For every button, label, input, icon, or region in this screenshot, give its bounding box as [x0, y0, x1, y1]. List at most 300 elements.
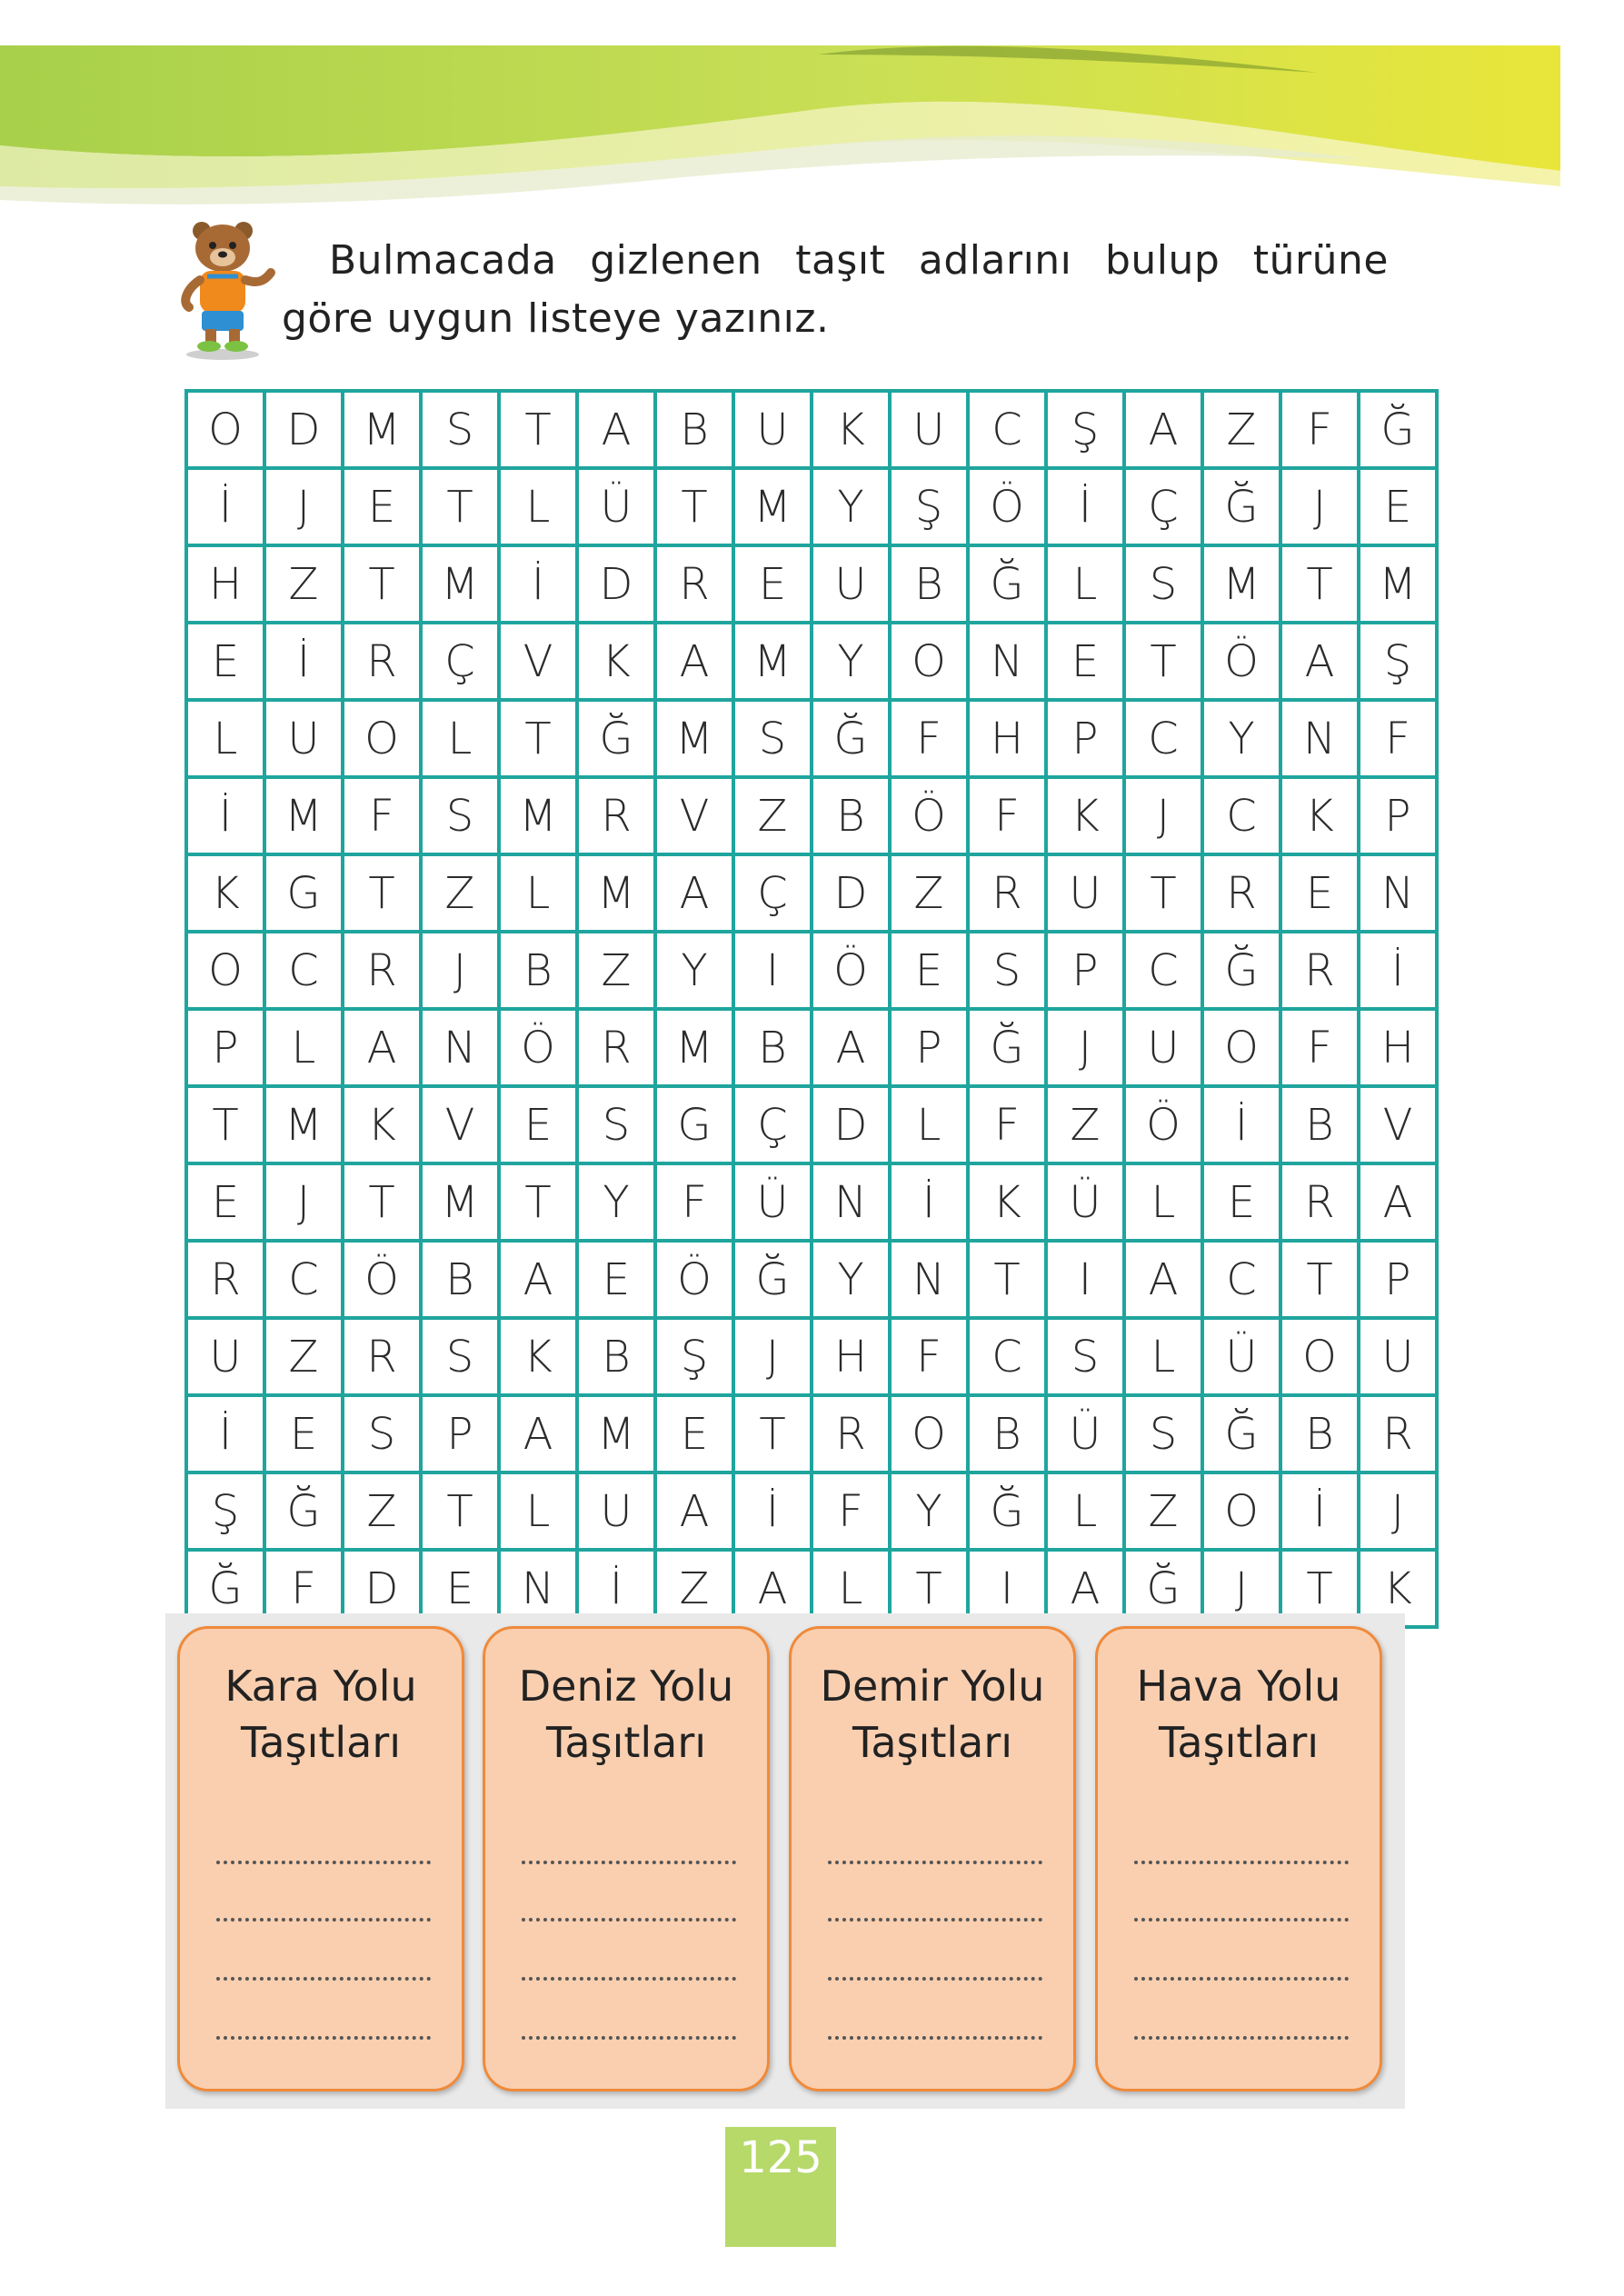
grid-letter-cell[interactable]: E: [499, 1086, 577, 1163]
grid-letter-cell[interactable]: M: [577, 1395, 655, 1472]
grid-letter-cell[interactable]: F: [968, 1086, 1046, 1163]
grid-letter-cell[interactable]: A: [1359, 1163, 1437, 1241]
grid-letter-cell[interactable]: T: [343, 854, 421, 932]
grid-letter-cell[interactable]: Ğ: [1202, 1395, 1280, 1472]
grid-letter-cell[interactable]: J: [1046, 1009, 1124, 1086]
grid-letter-cell[interactable]: Ç: [733, 1086, 812, 1163]
grid-letter-cell[interactable]: V: [1359, 1086, 1437, 1163]
grid-letter-cell[interactable]: Z: [264, 1318, 343, 1395]
grid-letter-cell[interactable]: J: [264, 1163, 343, 1241]
grid-letter-cell[interactable]: L: [1124, 1318, 1202, 1395]
grid-letter-cell[interactable]: A: [1124, 1241, 1202, 1318]
grid-letter-cell[interactable]: Ö: [968, 468, 1046, 545]
grid-letter-cell[interactable]: K: [968, 1163, 1046, 1241]
grid-letter-cell[interactable]: Ö: [1124, 1086, 1202, 1163]
grid-letter-cell[interactable]: N: [499, 1550, 577, 1627]
grid-letter-cell[interactable]: E: [890, 932, 968, 1009]
grid-letter-cell[interactable]: R: [577, 777, 655, 854]
grid-letter-cell[interactable]: Ö: [499, 1009, 577, 1086]
category-title-line2: Taşıtları: [852, 1718, 1013, 1767]
grid-letter-cell[interactable]: Y: [577, 1163, 655, 1241]
grid-row: [186, 1472, 1437, 1550]
grid-letter-cell[interactable]: Ç: [733, 854, 812, 932]
grid-letter-cell[interactable]: Z: [890, 854, 968, 932]
answer-line-4[interactable]: [522, 2036, 736, 2040]
grid-letter-cell[interactable]: Ğ: [968, 545, 1046, 623]
category-title-line1: Demir Yolu: [820, 1662, 1045, 1711]
grid-letter-cell[interactable]: L: [499, 1472, 577, 1550]
grid-row: [186, 391, 1437, 468]
category-card-sea: [483, 1626, 770, 2091]
grid-letter-cell[interactable]: H: [186, 545, 264, 623]
grid-row: [186, 1163, 1437, 1241]
grid-letter-cell[interactable]: A: [733, 1550, 812, 1627]
grid-letter-cell[interactable]: S: [1124, 1395, 1202, 1472]
grid-letter-cell[interactable]: Ğ: [1359, 391, 1437, 468]
grid-letter-cell[interactable]: F: [890, 1318, 968, 1395]
grid-letter-cell[interactable]: Ğ: [968, 1472, 1046, 1550]
grid-letter-cell[interactable]: S: [733, 700, 812, 777]
grid-letter-cell[interactable]: K: [499, 1318, 577, 1395]
grid-letter-cell[interactable]: Y: [890, 1472, 968, 1550]
grid-letter-cell[interactable]: K: [1046, 777, 1124, 854]
grid-letter-cell[interactable]: M: [499, 777, 577, 854]
grid-letter-cell[interactable]: T: [499, 391, 577, 468]
grid-letter-cell[interactable]: Y: [1202, 700, 1280, 777]
grid-letter-cell[interactable]: N: [812, 1163, 890, 1241]
grid-letter-cell[interactable]: Ş: [1359, 623, 1437, 700]
grid-letter-cell[interactable]: L: [421, 700, 499, 777]
grid-letter-cell[interactable]: Z: [655, 1550, 733, 1627]
grid-letter-cell[interactable]: E: [1046, 623, 1124, 700]
grid-letter-cell[interactable]: M: [421, 1163, 499, 1241]
top-banner-decoration: [0, 0, 1624, 218]
grid-letter-cell[interactable]: R: [343, 623, 421, 700]
answer-line-1[interactable]: [522, 1861, 736, 1864]
grid-letter-cell[interactable]: T: [343, 545, 421, 623]
grid-letter-cell[interactable]: D: [812, 1086, 890, 1163]
grid-letter-cell[interactable]: M: [1202, 545, 1280, 623]
grid-letter-cell[interactable]: İ: [186, 468, 264, 545]
grid-letter-cell[interactable]: P: [1359, 777, 1437, 854]
grid-letter-cell[interactable]: L: [1046, 545, 1124, 623]
grid-letter-cell[interactable]: M: [264, 1086, 343, 1163]
grid-letter-cell[interactable]: Ö: [655, 1241, 733, 1318]
grid-letter-cell[interactable]: Ö: [812, 932, 890, 1009]
grid-letter-cell[interactable]: İ: [186, 777, 264, 854]
grid-letter-cell[interactable]: İ: [1202, 1086, 1280, 1163]
grid-letter-cell[interactable]: K: [1280, 777, 1359, 854]
grid-letter-cell[interactable]: D: [343, 1550, 421, 1627]
grid-letter-cell[interactable]: Ş: [655, 1318, 733, 1395]
category-title: [485, 1658, 767, 1771]
grid-letter-cell[interactable]: İ: [499, 545, 577, 623]
grid-letter-cell[interactable]: A: [577, 391, 655, 468]
grid-letter-cell[interactable]: R: [577, 1009, 655, 1086]
grid-letter-cell[interactable]: F: [264, 1550, 343, 1627]
grid-letter-cell[interactable]: J: [1280, 468, 1359, 545]
grid-letter-cell[interactable]: Y: [812, 623, 890, 700]
grid-letter-cell[interactable]: İ: [264, 623, 343, 700]
grid-letter-cell[interactable]: Z: [264, 545, 343, 623]
grid-letter-cell[interactable]: F: [1280, 391, 1359, 468]
grid-row: [186, 700, 1437, 777]
grid-letter-cell[interactable]: Ö: [890, 777, 968, 854]
grid-letter-cell[interactable]: S: [343, 1395, 421, 1472]
grid-letter-cell[interactable]: V: [421, 1086, 499, 1163]
grid-letter-cell[interactable]: T: [343, 1163, 421, 1241]
grid-letter-cell[interactable]: Ü: [1202, 1318, 1280, 1395]
grid-letter-cell[interactable]: N: [421, 1009, 499, 1086]
grid-letter-cell[interactable]: C: [1202, 777, 1280, 854]
grid-letter-cell[interactable]: İ: [890, 1163, 968, 1241]
grid-letter-cell[interactable]: Y: [655, 932, 733, 1009]
answer-line-4[interactable]: [216, 2036, 431, 2040]
grid-letter-cell[interactable]: I: [733, 932, 812, 1009]
grid-letter-cell[interactable]: Ğ: [186, 1550, 264, 1627]
grid-letter-cell[interactable]: T: [1280, 1241, 1359, 1318]
grid-letter-cell[interactable]: K: [343, 1086, 421, 1163]
answer-line-1[interactable]: [216, 1861, 431, 1864]
grid-row: [186, 777, 1437, 854]
grid-letter-cell[interactable]: C: [1124, 932, 1202, 1009]
grid-letter-cell[interactable]: H: [812, 1318, 890, 1395]
grid-letter-cell[interactable]: S: [421, 1318, 499, 1395]
grid-letter-cell[interactable]: E: [733, 545, 812, 623]
grid-letter-cell[interactable]: F: [890, 700, 968, 777]
grid-letter-cell[interactable]: J: [1124, 777, 1202, 854]
grid-letter-cell[interactable]: M: [655, 1009, 733, 1086]
grid-letter-cell[interactable]: T: [890, 1550, 968, 1627]
grid-letter-cell[interactable]: K: [812, 391, 890, 468]
grid-letter-cell[interactable]: P: [186, 1009, 264, 1086]
grid-letter-cell[interactable]: O: [186, 391, 264, 468]
grid-letter-cell[interactable]: O: [1202, 1009, 1280, 1086]
grid-letter-cell[interactable]: T: [968, 1241, 1046, 1318]
grid-letter-cell[interactable]: E: [577, 1241, 655, 1318]
grid-letter-cell[interactable]: R: [968, 854, 1046, 932]
grid-letter-cell[interactable]: Ü: [1046, 1395, 1124, 1472]
grid-letter-cell[interactable]: M: [655, 700, 733, 777]
grid-letter-cell[interactable]: A: [655, 854, 733, 932]
grid-letter-cell[interactable]: E: [343, 468, 421, 545]
category-title: [180, 1658, 462, 1771]
answer-line-4[interactable]: [828, 2036, 1042, 2040]
grid-letter-cell[interactable]: Ç: [421, 623, 499, 700]
grid-row: [186, 623, 1437, 700]
grid-letter-cell[interactable]: A: [1046, 1550, 1124, 1627]
grid-letter-cell[interactable]: R: [1280, 932, 1359, 1009]
grid-letter-cell[interactable]: E: [186, 1163, 264, 1241]
grid-letter-cell[interactable]: C: [264, 1241, 343, 1318]
category-title-line2: Taşıtları: [240, 1718, 402, 1767]
grid-letter-cell[interactable]: O: [186, 932, 264, 1009]
grid-letter-cell[interactable]: T: [421, 468, 499, 545]
grid-letter-cell[interactable]: R: [186, 1241, 264, 1318]
grid-letter-cell[interactable]: B: [421, 1241, 499, 1318]
grid-letter-cell[interactable]: C: [1202, 1241, 1280, 1318]
grid-letter-cell[interactable]: T: [1280, 545, 1359, 623]
grid-letter-cell[interactable]: İ: [733, 1472, 812, 1550]
grid-letter-cell[interactable]: B: [655, 391, 733, 468]
grid-letter-cell[interactable]: T: [1280, 1550, 1359, 1627]
grid-letter-cell[interactable]: S: [421, 391, 499, 468]
category-title-line2: Taşıtları: [545, 1718, 707, 1767]
grid-letter-cell[interactable]: Ç: [1124, 468, 1202, 545]
grid-letter-cell[interactable]: U: [1046, 854, 1124, 932]
grid-letter-cell[interactable]: V: [499, 623, 577, 700]
category-title-line1: Deniz Yolu: [518, 1662, 734, 1711]
answer-line-1[interactable]: [1134, 1861, 1349, 1864]
grid-letter-cell[interactable]: Ğ: [812, 700, 890, 777]
word-search-grid: [184, 389, 1439, 1629]
grid-letter-cell[interactable]: G: [655, 1086, 733, 1163]
grid-letter-cell[interactable]: J: [733, 1318, 812, 1395]
grid-letter-cell[interactable]: O: [1280, 1318, 1359, 1395]
grid-row: [186, 1395, 1437, 1472]
grid-letter-cell[interactable]: A: [343, 1009, 421, 1086]
grid-letter-cell[interactable]: İ: [186, 1395, 264, 1472]
grid-letter-cell[interactable]: B: [499, 932, 577, 1009]
grid-letter-cell[interactable]: Ğ: [264, 1472, 343, 1550]
grid-letter-cell[interactable]: B: [968, 1395, 1046, 1472]
grid-letter-cell[interactable]: D: [264, 391, 343, 468]
grid-letter-cell[interactable]: Ğ: [1124, 1550, 1202, 1627]
grid-letter-cell[interactable]: B: [733, 1009, 812, 1086]
grid-letter-cell[interactable]: R: [812, 1395, 890, 1472]
bear-mascot-icon: [173, 216, 282, 362]
grid-letter-cell[interactable]: E: [1359, 468, 1437, 545]
grid-letter-cell[interactable]: M: [343, 391, 421, 468]
grid-letter-cell[interactable]: M: [421, 545, 499, 623]
grid-letter-cell[interactable]: J: [1202, 1550, 1280, 1627]
grid-letter-cell[interactable]: L: [1046, 1472, 1124, 1550]
grid-letter-cell[interactable]: Ğ: [733, 1241, 812, 1318]
category-title-line1: Kara Yolu: [224, 1662, 417, 1711]
grid-letter-cell[interactable]: T: [733, 1395, 812, 1472]
grid-letter-cell[interactable]: J: [264, 468, 343, 545]
grid-letter-cell[interactable]: L: [264, 1009, 343, 1086]
grid-letter-cell[interactable]: H: [968, 700, 1046, 777]
grid-letter-cell[interactable]: T: [1124, 623, 1202, 700]
grid-letter-cell[interactable]: F: [1280, 1009, 1359, 1086]
grid-letter-cell[interactable]: V: [655, 777, 733, 854]
grid-letter-cell[interactable]: B: [812, 777, 890, 854]
grid-letter-cell[interactable]: L: [186, 700, 264, 777]
grid-letter-cell[interactable]: A: [499, 1241, 577, 1318]
grid-letter-cell[interactable]: Ş: [186, 1472, 264, 1550]
answer-line-3[interactable]: [828, 1977, 1042, 1981]
grid-letter-cell[interactable]: A: [655, 623, 733, 700]
grid-row: [186, 932, 1437, 1009]
answer-line-2[interactable]: [216, 1918, 431, 1922]
grid-letter-cell[interactable]: T: [499, 1163, 577, 1241]
grid-letter-cell[interactable]: Ö: [1202, 623, 1280, 700]
grid-letter-cell[interactable]: U: [264, 700, 343, 777]
grid-letter-cell[interactable]: T: [655, 468, 733, 545]
grid-letter-cell[interactable]: Y: [812, 468, 890, 545]
grid-letter-cell[interactable]: O: [1202, 1472, 1280, 1550]
answer-line-2[interactable]: [522, 1918, 736, 1922]
grid-letter-cell[interactable]: İ: [1046, 468, 1124, 545]
grid-letter-cell[interactable]: M: [733, 468, 812, 545]
grid-letter-cell[interactable]: L: [1124, 1163, 1202, 1241]
grid-letter-cell[interactable]: E: [264, 1395, 343, 1472]
grid-letter-cell[interactable]: E: [1280, 854, 1359, 932]
grid-letter-cell[interactable]: E: [655, 1395, 733, 1472]
grid-letter-cell[interactable]: Z: [1202, 391, 1280, 468]
category-title: [792, 1658, 1073, 1771]
grid-letter-cell[interactable]: O: [890, 1395, 968, 1472]
grid-letter-cell[interactable]: F: [812, 1472, 890, 1550]
answer-line-3[interactable]: [216, 1977, 431, 1981]
grid-letter-cell[interactable]: U: [890, 391, 968, 468]
grid-letter-cell[interactable]: B: [577, 1318, 655, 1395]
grid-letter-cell[interactable]: T: [1124, 854, 1202, 932]
grid-letter-cell[interactable]: L: [812, 1550, 890, 1627]
grid-letter-cell[interactable]: R: [1280, 1163, 1359, 1241]
answer-line-1[interactable]: [828, 1861, 1042, 1864]
grid-letter-cell[interactable]: M: [577, 854, 655, 932]
grid-letter-cell[interactable]: A: [812, 1009, 890, 1086]
grid-letter-cell[interactable]: S: [968, 932, 1046, 1009]
grid-row: [186, 468, 1437, 545]
grid-letter-cell[interactable]: P: [421, 1395, 499, 1472]
grid-letter-cell[interactable]: Ş: [1046, 391, 1124, 468]
grid-letter-cell[interactable]: M: [264, 777, 343, 854]
grid-letter-cell[interactable]: M: [1359, 545, 1437, 623]
grid-letter-cell[interactable]: E: [1202, 1163, 1280, 1241]
grid-letter-cell[interactable]: O: [343, 700, 421, 777]
grid-letter-cell[interactable]: I: [968, 1550, 1046, 1627]
grid-letter-cell[interactable]: P: [1359, 1241, 1437, 1318]
grid-letter-cell[interactable]: Ğ: [577, 700, 655, 777]
grid-letter-cell[interactable]: S: [1046, 1318, 1124, 1395]
grid-letter-cell[interactable]: P: [1046, 932, 1124, 1009]
grid-letter-cell[interactable]: Ğ: [1202, 932, 1280, 1009]
answer-line-3[interactable]: [522, 1977, 736, 1981]
grid-letter-cell[interactable]: R: [1359, 1395, 1437, 1472]
grid-letter-cell[interactable]: T: [421, 1472, 499, 1550]
grid-letter-cell[interactable]: Ğ: [968, 1009, 1046, 1086]
grid-letter-cell[interactable]: L: [890, 1086, 968, 1163]
grid-letter-cell[interactable]: C: [968, 391, 1046, 468]
grid-letter-cell[interactable]: D: [812, 854, 890, 932]
grid-letter-cell[interactable]: I: [1046, 1241, 1124, 1318]
grid-letter-cell[interactable]: Ö: [343, 1241, 421, 1318]
grid-letter-cell[interactable]: L: [499, 468, 577, 545]
grid-letter-cell[interactable]: A: [1124, 391, 1202, 468]
grid-letter-cell[interactable]: Ü: [577, 468, 655, 545]
grid-letter-cell[interactable]: F: [343, 777, 421, 854]
grid-letter-cell[interactable]: Ü: [1046, 1163, 1124, 1241]
grid-letter-cell[interactable]: İ: [1359, 932, 1437, 1009]
grid-letter-cell[interactable]: Ş: [890, 468, 968, 545]
grid-letter-cell[interactable]: N: [1359, 854, 1437, 932]
grid-letter-cell[interactable]: F: [655, 1163, 733, 1241]
grid-letter-cell[interactable]: Z: [577, 932, 655, 1009]
grid-letter-cell[interactable]: B: [890, 545, 968, 623]
grid-letter-cell[interactable]: U: [577, 1472, 655, 1550]
grid-row: [186, 1086, 1437, 1163]
grid-letter-cell[interactable]: İ: [577, 1550, 655, 1627]
grid-letter-cell[interactable]: E: [186, 623, 264, 700]
grid-letter-cell[interactable]: Z: [733, 777, 812, 854]
grid-letter-cell[interactable]: N: [968, 623, 1046, 700]
grid-letter-cell[interactable]: U: [812, 545, 890, 623]
grid-letter-cell[interactable]: Z: [421, 854, 499, 932]
grid-letter-cell[interactable]: O: [890, 623, 968, 700]
grid-letter-cell[interactable]: L: [499, 854, 577, 932]
grid-row: [186, 854, 1437, 932]
grid-letter-cell[interactable]: B: [1280, 1395, 1359, 1472]
grid-letter-cell[interactable]: R: [655, 545, 733, 623]
grid-letter-cell[interactable]: U: [1124, 1009, 1202, 1086]
grid-letter-cell[interactable]: H: [1359, 1009, 1437, 1086]
grid-letter-cell[interactable]: M: [733, 623, 812, 700]
grid-letter-cell[interactable]: Z: [1124, 1472, 1202, 1550]
grid-letter-cell[interactable]: D: [577, 545, 655, 623]
answer-line-2[interactable]: [828, 1918, 1042, 1922]
grid-letter-cell[interactable]: K: [186, 854, 264, 932]
grid-letter-cell[interactable]: T: [499, 700, 577, 777]
instruction-text: Bulmacada gizlenen taşıt adlarını bulup türüne göre uygun listeye yazınız.: [282, 237, 1389, 342]
grid-letter-cell[interactable]: A: [655, 1472, 733, 1550]
grid-letter-cell[interactable]: R: [343, 1318, 421, 1395]
grid-letter-cell[interactable]: F: [1359, 700, 1437, 777]
grid-letter-cell[interactable]: U: [186, 1318, 264, 1395]
grid-letter-cell[interactable]: Y: [812, 1241, 890, 1318]
grid-letter-cell[interactable]: N: [1280, 700, 1359, 777]
grid-letter-cell[interactable]: N: [890, 1241, 968, 1318]
grid-letter-cell[interactable]: B: [1280, 1086, 1359, 1163]
grid-letter-cell[interactable]: Z: [343, 1472, 421, 1550]
grid-letter-cell[interactable]: Ü: [733, 1163, 812, 1241]
grid-letter-cell[interactable]: C: [968, 1318, 1046, 1395]
grid-letter-cell[interactable]: A: [499, 1395, 577, 1472]
grid-letter-cell[interactable]: C: [264, 932, 343, 1009]
grid-letter-cell[interactable]: R: [1202, 854, 1280, 932]
grid-letter-cell[interactable]: S: [577, 1086, 655, 1163]
grid-letter-cell[interactable]: G: [264, 854, 343, 932]
grid-letter-cell[interactable]: P: [1046, 700, 1124, 777]
grid-letter-cell[interactable]: K: [577, 623, 655, 700]
grid-letter-cell[interactable]: Z: [1046, 1086, 1124, 1163]
answer-line-2[interactable]: [1134, 1918, 1349, 1922]
grid-letter-cell[interactable]: U: [733, 391, 812, 468]
grid-letter-cell[interactable]: U: [1359, 1318, 1437, 1395]
answer-line-4[interactable]: [1134, 2036, 1349, 2040]
grid-letter-cell[interactable]: C: [1124, 700, 1202, 777]
grid-letter-cell[interactable]: J: [421, 932, 499, 1009]
grid-letter-cell[interactable]: F: [968, 777, 1046, 854]
grid-letter-cell[interactable]: T: [186, 1086, 264, 1163]
category-card-rail: [789, 1626, 1076, 2091]
grid-letter-cell[interactable]: S: [421, 777, 499, 854]
grid-letter-cell[interactable]: İ: [1280, 1472, 1359, 1550]
category-title-line1: Hava Yolu: [1136, 1662, 1341, 1711]
answer-line-3[interactable]: [1134, 1977, 1349, 1981]
grid-letter-cell[interactable]: S: [1124, 545, 1202, 623]
grid-letter-cell[interactable]: Ğ: [1202, 468, 1280, 545]
grid-letter-cell[interactable]: K: [1359, 1550, 1437, 1627]
grid-letter-cell[interactable]: R: [343, 932, 421, 1009]
grid-row: [186, 1318, 1437, 1395]
grid-letter-cell[interactable]: P: [890, 1009, 968, 1086]
grid-letter-cell[interactable]: E: [421, 1550, 499, 1627]
grid-letter-cell[interactable]: A: [1280, 623, 1359, 700]
grid-letter-cell[interactable]: J: [1359, 1472, 1437, 1550]
